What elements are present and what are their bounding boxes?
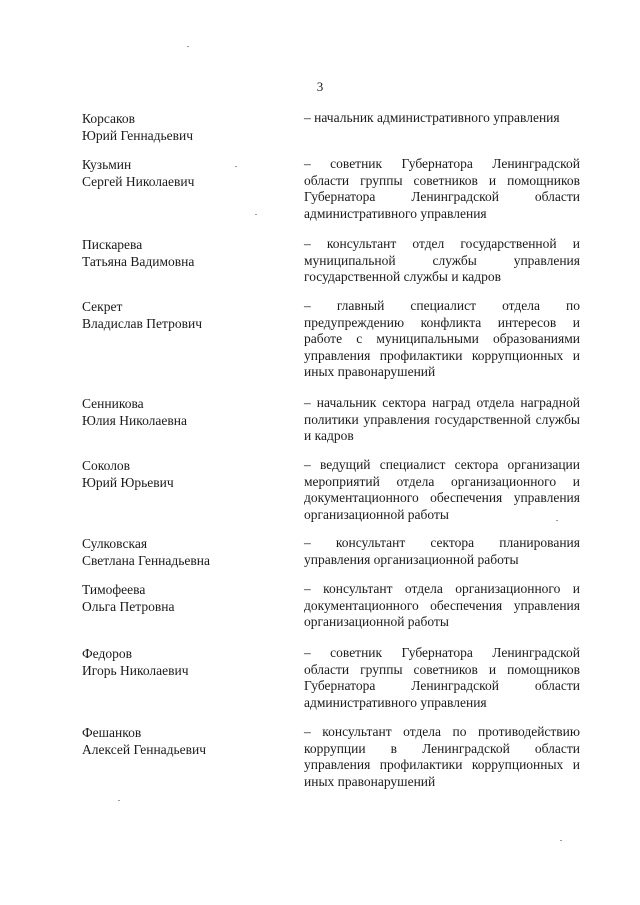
person-position: – консультант сектора планирования управления организационной работы [304, 535, 580, 567]
surname: Пискарева [82, 237, 143, 252]
person-position: – советник Губернатора Ленинградской области группы советников и помощников Губернатора Ленинградской области административного управления [304, 156, 580, 221]
given-names: Алексей Геннадьевич [82, 742, 207, 757]
given-names: Владислав Петрович [82, 316, 202, 331]
surname: Кузьмин [82, 157, 132, 172]
surname: Сулковская [82, 536, 148, 551]
scan-speck [235, 166, 237, 167]
person-name [82, 395, 282, 429]
scan-speck [560, 840, 562, 841]
scan-speck [255, 214, 257, 215]
person-position: – консультант отдел государственной и муниципальной службы управления государственной службы и кадров [304, 236, 580, 285]
person-position: – консультант отдела по противодействию коррупции в Ленинградской области управления профилактики коррупционных и иных правонарушений [304, 724, 580, 789]
person-name [82, 156, 282, 190]
given-names: Сергей Николаевич [82, 174, 195, 189]
surname: Корсаков [82, 111, 135, 126]
given-names: Игорь Николаевич [82, 663, 189, 678]
page-number: 3 [316, 79, 324, 94]
person-position: – ведущий специалист сектора организации мероприятий отдела организационного и документационного обеспечения управления организационной работы [304, 457, 580, 522]
person-position: – начальник сектора наград отдела наградной политики управления государственной службы и кадров [304, 395, 580, 444]
person-name [82, 645, 282, 679]
person-name [82, 298, 282, 332]
given-names: Юрий Юрьевич [82, 475, 174, 490]
surname: Секрет [82, 299, 123, 314]
given-names: Татьяна Вадимовна [82, 254, 195, 269]
surname: Федоров [82, 646, 132, 661]
given-names: Светлана Геннадьевна [82, 553, 210, 568]
person-position: – консультант отдела организационного и документационного обеспечения управления организационной работы [304, 581, 580, 630]
surname: Тимофеева [82, 582, 146, 597]
given-names: Юрий Геннадьевич [82, 128, 194, 143]
person-position: – начальник административного управления [304, 110, 560, 125]
given-names: Юлия Николаевна [82, 413, 187, 428]
surname: Сенникова [82, 396, 144, 411]
scan-speck [187, 46, 189, 47]
person-position: – советник Губернатора Ленинградской области группы советников и помощников Губернатора Ленинградской области административного управления [304, 645, 580, 710]
person-name [82, 724, 282, 758]
surname: Соколов [82, 458, 131, 473]
scan-speck [556, 520, 558, 521]
person-name [82, 236, 282, 270]
person-name [82, 535, 282, 569]
person-position: – главный специалист отдела по предупреждению конфликта интересов и работе с муниципальными образованиями управления профилактики коррупционных и иных правонарушений [304, 298, 580, 380]
scan-speck [118, 800, 120, 801]
surname: Фешанков [82, 725, 142, 740]
given-names: Ольга Петровна [82, 599, 175, 614]
person-name [82, 110, 282, 144]
person-name [82, 581, 282, 615]
person-name [82, 457, 282, 491]
